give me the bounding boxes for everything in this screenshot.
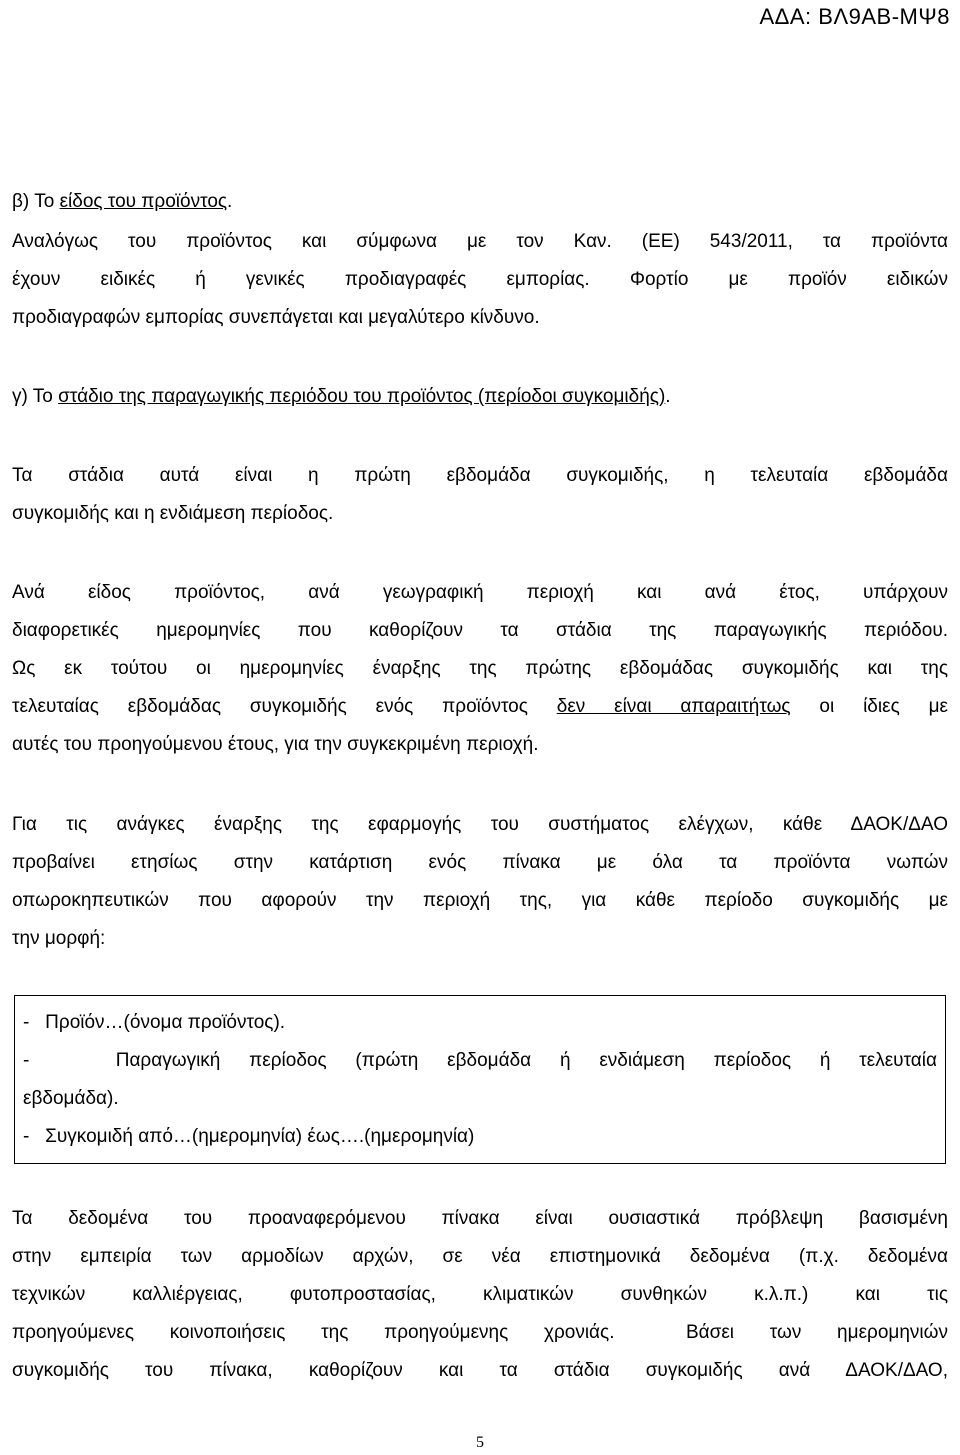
paragraph-line: Ανά είδος προϊόντος, ανά γεωγραφική περιοχή και ανά έτος, υπάρχουν bbox=[12, 582, 948, 603]
section-b-paragraph bbox=[12, 223, 948, 337]
paragraph-line: προδιαγραφών εμπορίας συνεπάγεται και μεγαλύτερο κίνδυνο. bbox=[12, 307, 540, 328]
paragraph-line: στην εμπειρία των αρμοδίων αρχών, σε νέα επιστημονικά δεδομένα (π.χ. δεδομένα bbox=[12, 1246, 948, 1267]
paragraph-line: Για τις ανάγκες έναρξης της εφαρμογής του συστήματος ελέγχων, κάθε ΔΑΟΚ/ΔΑΟ bbox=[12, 814, 948, 835]
per-type-paragraph bbox=[12, 574, 948, 764]
paragraph-line: συγκομιδής και η ενδιάμεση περίοδος. bbox=[12, 503, 334, 524]
paragraph-line: έχουν ειδικές ή γενικές προδιαγραφές εμπορίας. Φορτίο με προϊόν ειδικών bbox=[12, 269, 948, 290]
form-template-content bbox=[23, 1004, 937, 1156]
paragraph-line: Τα δεδομένα του προαναφερόμενου πίνακα είναι ουσιαστικά πρόβλεψη βασισμένη bbox=[12, 1208, 948, 1229]
section-c-heading: γ) Το στάδιο της παραγωγικής περιόδου του προϊόντος (περίοδοι συγκομιδής). bbox=[12, 386, 671, 407]
section-b-title: είδος του προϊόντος bbox=[59, 191, 228, 212]
paragraph-line: αυτές του προηγούμενου έτους, για την συγκεκριμένη περιοχή. bbox=[12, 734, 539, 755]
document-code: ΑΔΑ: ΒΛ9ΑΒ-ΜΨ8 bbox=[759, 4, 950, 29]
paragraph-line: Τα στάδια αυτά είναι η πρώτη εβδομάδα συγκομιδής, η τελευταία εβδομάδα bbox=[12, 465, 948, 486]
paragraph-line: οπωροκηπευτικών που αφορούν την περιοχή της, για κάθε περίοδο συγκομιδής με bbox=[12, 890, 948, 911]
stages-paragraph bbox=[12, 457, 948, 533]
form-item-period-cont: εβδομάδα). bbox=[23, 1088, 119, 1109]
paragraph-line: Ως εκ τούτου οι ημερομηνίες έναρξης της πρώτης εβδομάδας συγκομιδής και της bbox=[12, 658, 948, 679]
paragraph-line: συγκομιδής του πίνακα, καθορίζουν και τα στάδια συγκομιδής ανά ΔΑΟΚ/ΔΑΟ, bbox=[12, 1360, 948, 1381]
form-item-period: - Παραγωγική περίοδος (πρώτη εβδομάδα ή ενδιάμεση περίοδος ή τελευταία bbox=[23, 1050, 937, 1071]
paragraph-line: προηγούμενες κοινοποιήσεις της προηγούμενης χρονιάς. Βάσει των ημερομηνιών bbox=[12, 1322, 948, 1343]
form-template-box bbox=[14, 995, 946, 1164]
paragraph-line: διαφορετικές ημερομηνίες που καθορίζουν τα στάδια της παραγωγικής περιόδου. bbox=[12, 620, 948, 641]
form-item-product: - Προϊόν…(όνομα προϊόντος). bbox=[23, 1012, 286, 1033]
paragraph-line: Αναλόγως του προϊόντος και σύμφωνα με τον Καν. (ΕΕ) 543/2011, τα προϊόντα bbox=[12, 231, 948, 252]
emphasis-underlined: δεν είναι απαραιτήτως bbox=[556, 696, 791, 717]
forecast-paragraph bbox=[12, 1200, 948, 1390]
section-c-title: στάδιο της παραγωγικής περιόδου του προϊόντος (περίοδοι συγκομιδής) bbox=[58, 386, 666, 407]
section-c bbox=[12, 378, 948, 416]
paragraph-line: την μορφή: bbox=[12, 928, 106, 949]
section-b bbox=[12, 183, 948, 221]
paragraph-line: τελευταίας εβδομάδας συγκομιδής ενός προϊόντος δεν είναι απαραιτήτως οι ίδιες με bbox=[12, 696, 948, 717]
paragraph-line: προβαίνει ετησίως στην κατάρτιση ενός πίνακα με όλα τα προϊόντα νωπών bbox=[12, 852, 948, 873]
page-number: 5 bbox=[476, 1434, 484, 1451]
form-item-harvest: - Συγκομιδή από…(ημερομηνία) έως….(ημερομηνία) bbox=[23, 1126, 475, 1147]
paragraph-line: τεχνικών καλλιέργειας, φυτοπροστασίας, κλιματικών συνθηκών κ.λ.π.) και τις bbox=[12, 1284, 948, 1305]
section-b-heading: β) Το είδος του προϊόντος. bbox=[12, 191, 233, 212]
table-intro-paragraph bbox=[12, 806, 948, 958]
